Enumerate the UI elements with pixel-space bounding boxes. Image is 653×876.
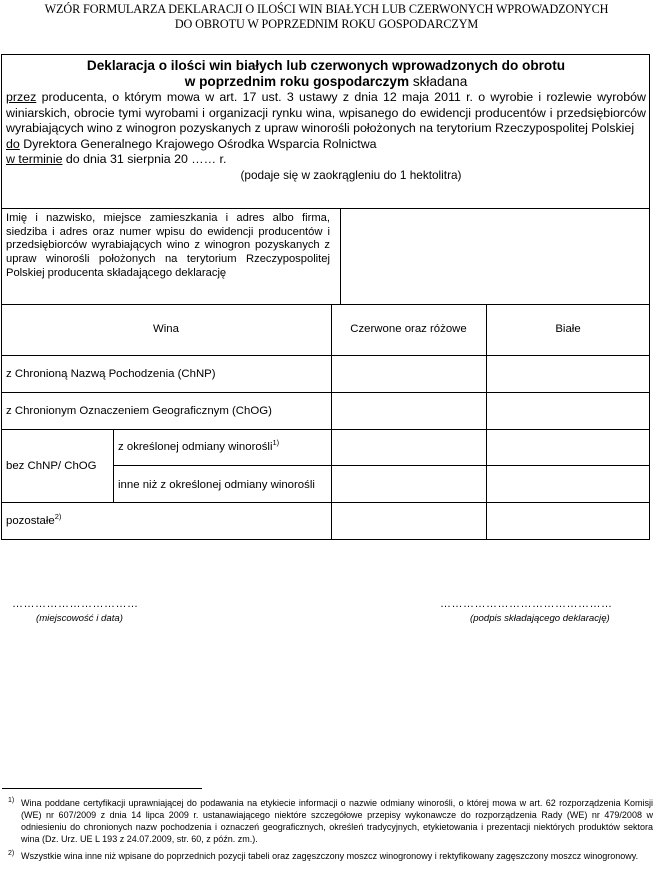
declarant-label: Imię i nazwisko, miejsce zamieszkania i adres albo firma, siedziba i adres oraz numer wpisu do ewidencji producentów i przedsiębiorców wyrabiających wino z winogron pozyskanych z upraw winorośli położonych na terytorium Rzeczypospolitej Polskiej producenta składającego deklarację	[6, 212, 330, 279]
footnote-1-text: Wina poddane certyfikacji uprawniającej do podawania na etykiecie informacji o nazwie odmiany winorośli, o której mowa w art. 62 rozporządzenia Komisji (WE) nr 607/2009 z dnia 14 lipca 2009 r. ustanawiającego niektóre szczegółowe przepisy wykonawcze do rozporządzenia Rady (WE) nr 479/2008 w odniesieniu do chronionych nazw pochodzenia i oznaczeń geograficznych, określeń tradycyjnych, etykietowania i prezentacji niektórych produktów sektora wina (Dz. Urz. UE L 193 z 24.07.2009, str. 60, z późn. zm.).	[21, 798, 653, 844]
grid-line	[340, 208, 341, 304]
deadline-word: w terminie	[6, 152, 63, 166]
cell-chnp-white[interactable]	[487, 356, 649, 391]
cell-chog-white[interactable]	[487, 393, 649, 428]
signature-label: (podpis składającego deklarację)	[470, 613, 610, 624]
footnote-2	[8, 850, 653, 862]
cell-chog-red[interactable]	[332, 393, 485, 428]
declaration-intro	[6, 58, 646, 182]
to-word: do	[6, 136, 20, 151]
signature-line[interactable]: ………………………………………	[440, 598, 613, 610]
row-label-specific-variety: z określonej odmiany winorośli$^{1)}$	[118, 438, 280, 453]
declaration-by-paragraph: przez producenta, o którym mowa w art. 17 ust. 3 ustawy z dnia 12 maja 2011 r. o wyrobie i rozlewie wyrobów winiarskich, obrocie tymi wyrobami i organizacji rynku wina, wpisanego do ewidencji producentów i przedsiębiorców wyrabiających wino z winogron pozyskanych z upraw winorośli położonych na terytorium Rzeczypospolitej Polskiej	[6, 90, 646, 135]
row-label-other-variety: inne niż z określonej odmiany winorośli	[118, 479, 315, 491]
page-header	[0, 2, 653, 32]
footnote-ref-1: 1)	[272, 438, 280, 448]
grid-line	[1, 208, 650, 209]
header-white: Białe	[555, 323, 581, 335]
row-label-chog: z Chronionym Oznaczeniem Geograficznym (ChOG)	[6, 405, 272, 417]
footnote-1	[8, 797, 653, 845]
cell-remaining-red[interactable]	[332, 503, 485, 539]
row-label-without-chnp-chog: bez ChNP/ ChOG	[6, 460, 97, 472]
declaration-deadline: w terminie do dnia 31 sierpnia 20 …… r.	[6, 152, 227, 166]
cell-other-red[interactable]	[332, 466, 485, 501]
by-word: przez	[6, 90, 37, 104]
header-line-1: WZÓR FORMULARZA DEKLARACJI O ILOŚCI WIN BIAŁYCH LUB CZERWONYCH WPROWADZONYCH	[44, 2, 609, 16]
cell-specific-red[interactable]	[332, 430, 485, 464]
header-line-2: DO OBROTU W POPRZEDNIM ROKU GOSPODARCZYM	[174, 17, 479, 31]
place-date-line[interactable]: ……………………………	[12, 598, 139, 610]
rounding-note: (podaje się w zaokrągleniu do 1 hektolitra)	[240, 167, 462, 182]
cell-other-white[interactable]	[487, 466, 649, 501]
header-red-rose: Czerwone oraz różowe	[350, 323, 467, 335]
row-label-chnp: z Chronioną Nazwą Pochodzenia (ChNP)	[6, 368, 216, 380]
cell-chnp-red[interactable]	[332, 356, 485, 391]
grid-line	[1, 304, 650, 305]
footnote-ref-2: 2)	[54, 512, 62, 522]
declaration-recipient: do Dyrektora Generalnego Krajowego Ośrodka Wsparcia Rolnictwa	[6, 136, 377, 151]
declaration-title-line-2: w poprzednim roku gospodarczym składana	[184, 74, 468, 89]
declaration-title-line-1: Deklaracja o ilości win białych lub czerwonych wprowadzonych do obrotu	[86, 58, 566, 73]
footnote-2-text: Wszystkie wina inne niż wpisane do poprzednich pozycji tabeli oraz zagęszczony moszcz winogronowy i rektyfikowany zagęszczony moszcz winogronowy.	[21, 851, 639, 861]
footnote-rule	[2, 788, 202, 789]
header-wines: Wina	[153, 323, 179, 335]
cell-remaining-white[interactable]	[487, 503, 649, 539]
declaration-title	[6, 58, 646, 90]
footnote-1-number: 1)	[8, 797, 15, 804]
place-date-label: (miejscowość i data)	[36, 613, 123, 624]
cell-specific-white[interactable]	[487, 430, 649, 464]
declarant-value-field[interactable]	[345, 214, 645, 300]
row-label-remaining: pozostałe$^{2)}$	[6, 512, 62, 527]
footnote-2-number: 2)	[8, 850, 15, 857]
